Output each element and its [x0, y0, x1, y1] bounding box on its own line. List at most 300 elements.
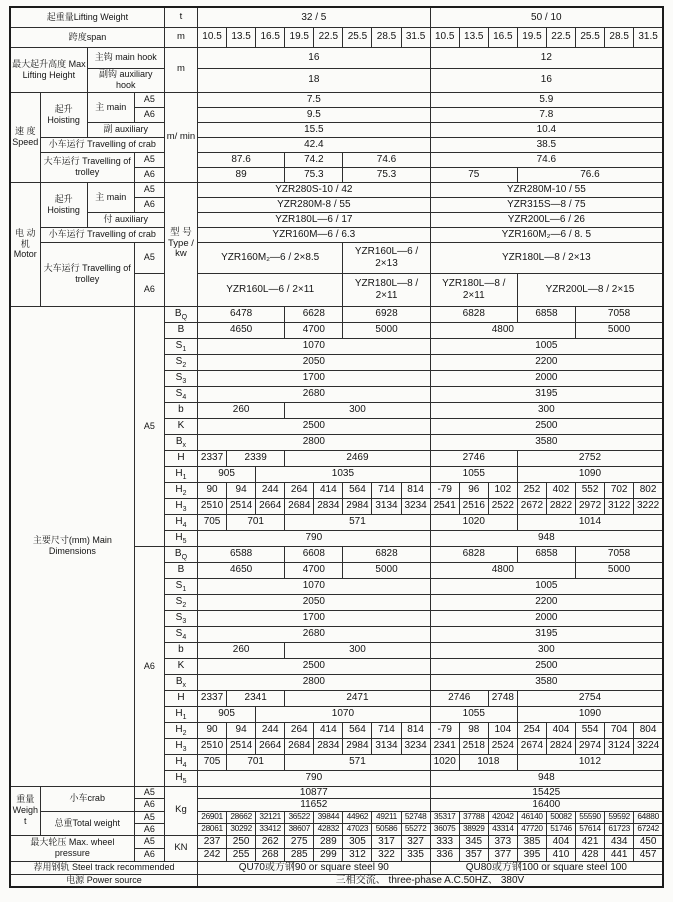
- table-cell: 434: [605, 835, 634, 848]
- unit-label: Kg: [164, 786, 197, 835]
- row-label: 起重量Lifting Weight: [10, 7, 164, 27]
- table-cell: 2200: [430, 594, 663, 610]
- table-cell: 2800: [198, 674, 431, 690]
- table-cell: 1070: [198, 338, 431, 354]
- table-cell: 13.5: [459, 27, 488, 47]
- table-cell: 2752: [517, 450, 663, 466]
- table-cell: YZR180L—8 / 2×11: [343, 273, 430, 306]
- table-cell: 38.5: [430, 137, 663, 152]
- row-label: 副钩 auxiliary hook: [87, 68, 164, 92]
- param-label: $H_3$: [164, 498, 197, 514]
- table-cell: 1005: [430, 338, 663, 354]
- table-cell: 2664: [256, 738, 285, 754]
- table-cell: YZR315S—8 / 75: [430, 197, 663, 212]
- table-cell: 31.5: [634, 27, 663, 47]
- table-cell: 554: [576, 722, 605, 738]
- table-cell: 22.5: [546, 27, 575, 47]
- table-cell: 46140: [517, 811, 546, 823]
- table-cell: 10.4: [430, 122, 663, 137]
- row-label: 起升 Hoisting: [40, 92, 87, 137]
- table-cell: 421: [576, 835, 605, 848]
- table-cell: 450: [634, 835, 663, 848]
- table-cell: 26901: [198, 811, 227, 823]
- table-cell: 1700: [198, 610, 431, 626]
- row-label: A6: [134, 799, 164, 812]
- crane-spec-table: [9, 6, 664, 888]
- table-row: [10, 861, 663, 874]
- table-cell: YZR160M—6 / 6.3: [198, 227, 431, 242]
- table-cell: YZR160L—6 / 2×11: [198, 273, 343, 306]
- table-cell: 25.5: [343, 27, 372, 47]
- table-cell: 2746: [430, 690, 488, 706]
- param-label: $B_Q$: [164, 546, 197, 562]
- table-cell: 36075: [430, 823, 459, 835]
- table-cell: 260: [198, 642, 285, 658]
- table-cell: 3580: [430, 674, 663, 690]
- table-cell: 1070: [256, 706, 431, 722]
- table-cell: 300: [285, 402, 430, 418]
- table-cell: 5.9: [430, 92, 663, 107]
- table-cell: 312: [343, 848, 372, 861]
- table-cell: 3234: [401, 738, 430, 754]
- table-cell: 255: [227, 848, 256, 861]
- table-cell: 327: [401, 835, 430, 848]
- table-cell: QU70或方钢90 or square steel 90: [198, 861, 431, 874]
- table-cell: 74.6: [430, 152, 663, 167]
- table-cell: 1005: [430, 578, 663, 594]
- table-cell: 47023: [343, 823, 372, 835]
- table-cell: 90: [198, 722, 227, 738]
- table-cell: 28.5: [372, 27, 401, 47]
- row-label: A6: [134, 197, 164, 212]
- table-cell: 3222: [634, 498, 663, 514]
- table-cell: 3195: [430, 626, 663, 642]
- row-label: A5: [134, 182, 164, 197]
- row-label: 重量 Weight: [10, 786, 40, 835]
- table-row: [10, 811, 663, 823]
- unit-label: t: [164, 7, 197, 27]
- table-cell: 905: [198, 706, 256, 722]
- table-cell: 6828: [430, 306, 517, 322]
- table-cell: 300: [430, 402, 663, 418]
- table-cell: 2684: [285, 738, 314, 754]
- table-cell: 9.5: [198, 107, 431, 122]
- row-label: 跨度span: [10, 27, 164, 47]
- table-cell: 1090: [517, 466, 663, 482]
- table-cell: 268: [256, 848, 285, 861]
- unit-label: 型 号 Type / kw: [164, 182, 197, 306]
- table-cell: 6628: [285, 306, 343, 322]
- table-cell: YZR160L—6 / 2×13: [343, 242, 430, 273]
- table-row: [10, 306, 663, 322]
- row-label: 大车运行 Travelling of trolley: [40, 152, 134, 182]
- row-label: A5: [134, 306, 164, 546]
- table-cell: 16.5: [488, 27, 517, 47]
- table-cell: 15.5: [198, 122, 431, 137]
- table-cell: 5000: [576, 562, 663, 578]
- table-cell: 250: [227, 835, 256, 848]
- table-cell: 2974: [576, 738, 605, 754]
- row-label: A6: [134, 848, 164, 861]
- param-label: $H_5$: [164, 530, 197, 546]
- table-cell: 49211: [372, 811, 401, 823]
- table-cell: 244: [256, 722, 285, 738]
- row-label: 大车运行 Travelling of trolley: [40, 242, 134, 306]
- table-cell: 2984: [343, 738, 372, 754]
- param-label: K: [164, 658, 197, 674]
- table-cell: 89: [198, 167, 285, 182]
- table-cell: 13.5: [227, 27, 256, 47]
- table-cell: 571: [285, 754, 430, 770]
- table-cell: 51746: [546, 823, 575, 835]
- table-cell: 10877: [198, 786, 431, 799]
- table-cell: 2510: [198, 738, 227, 754]
- table-cell: 2748: [488, 690, 517, 706]
- param-label: $H_1$: [164, 466, 197, 482]
- table-cell: 42832: [314, 823, 343, 835]
- table-cell: 30292: [227, 823, 256, 835]
- table-cell: 4700: [285, 562, 343, 578]
- table-cell: 6828: [430, 546, 517, 562]
- table-cell: 3124: [605, 738, 634, 754]
- row-label: A6: [134, 273, 164, 306]
- table-cell: 18: [198, 68, 431, 92]
- table-cell: 3134: [372, 498, 401, 514]
- table-cell: 16400: [430, 799, 663, 812]
- table-cell: 2514: [227, 738, 256, 754]
- table-cell: 335: [401, 848, 430, 861]
- table-cell: 11652: [198, 799, 431, 812]
- table-cell: 1055: [430, 706, 517, 722]
- table-cell: 289: [314, 835, 343, 848]
- table-cell: 3195: [430, 386, 663, 402]
- table-cell: 357: [459, 848, 488, 861]
- unit-label: m: [164, 27, 197, 47]
- row-label: 最大轮压 Max. wheel pressure: [10, 835, 134, 861]
- table-row: [10, 137, 663, 152]
- table-cell: -79: [430, 482, 459, 498]
- row-label: A6: [134, 167, 164, 182]
- table-cell: 42.4: [198, 137, 431, 152]
- table-cell: 790: [198, 530, 431, 546]
- table-cell: 2984: [343, 498, 372, 514]
- table-cell: 6928: [343, 306, 430, 322]
- row-label: 速 度 Speed: [10, 92, 40, 182]
- table-cell: 67242: [634, 823, 663, 835]
- table-cell: 2500: [198, 418, 431, 434]
- table-cell: 50 / 10: [430, 7, 663, 27]
- table-cell: 3224: [634, 738, 663, 754]
- row-label: 主 main: [87, 182, 134, 212]
- table-cell: 7058: [576, 546, 663, 562]
- table-cell: 2050: [198, 594, 431, 610]
- table-cell: YZR180L—8 / 2×13: [430, 242, 663, 273]
- table-row: [10, 68, 663, 92]
- table-cell: 55590: [576, 811, 605, 823]
- row-label: A5: [134, 835, 164, 848]
- table-cell: 2522: [488, 498, 517, 514]
- table-cell: 7058: [576, 306, 663, 322]
- row-label: 起升 Hoisting: [40, 182, 87, 227]
- table-cell: 4650: [198, 562, 285, 578]
- table-cell: 104: [488, 722, 517, 738]
- table-cell: 6858: [517, 306, 575, 322]
- table-cell: 701: [227, 754, 285, 770]
- table-cell: 35317: [430, 811, 459, 823]
- table-cell: 2341: [430, 738, 459, 754]
- table-cell: 44962: [343, 811, 372, 823]
- table-cell: 94: [227, 482, 256, 498]
- row-label: A6: [134, 107, 164, 122]
- table-cell: 2500: [430, 658, 663, 674]
- table-cell: 322: [372, 848, 401, 861]
- table-cell: 404: [546, 835, 575, 848]
- table-cell: 96: [459, 482, 488, 498]
- param-label: $S_2$: [164, 354, 197, 370]
- table-cell: 52748: [401, 811, 430, 823]
- table-row: [10, 7, 663, 27]
- table-cell: 76.6: [517, 167, 663, 182]
- table-cell: 16: [198, 47, 431, 68]
- param-label: $S_3$: [164, 610, 197, 626]
- table-cell: 252: [517, 482, 546, 498]
- table-cell: 4700: [285, 322, 343, 338]
- table-cell: 564: [343, 722, 372, 738]
- table-cell: 814: [401, 722, 430, 738]
- table-cell: 47720: [517, 823, 546, 835]
- table-cell: 373: [488, 835, 517, 848]
- table-cell: 22.5: [314, 27, 343, 47]
- table-cell: 39844: [314, 811, 343, 823]
- table-cell: 1035: [256, 466, 431, 482]
- table-row: [10, 122, 663, 137]
- table-cell: 802: [634, 482, 663, 498]
- table-cell: 61723: [605, 823, 634, 835]
- table-cell: 38929: [459, 823, 488, 835]
- table-cell: 38607: [285, 823, 314, 835]
- table-cell: 2834: [314, 738, 343, 754]
- table-cell: 28662: [227, 811, 256, 823]
- row-label: 小车crab: [40, 786, 134, 811]
- table-cell: 414: [314, 482, 343, 498]
- param-label: $H_2$: [164, 482, 197, 498]
- table-cell: 237: [198, 835, 227, 848]
- table-cell: 410: [546, 848, 575, 861]
- table-cell: YZR200L—8 / 2×15: [517, 273, 663, 306]
- param-label: $H_4$: [164, 754, 197, 770]
- table-cell: 7.5: [198, 92, 431, 107]
- row-label: A5: [134, 152, 164, 167]
- table-cell: 2972: [576, 498, 605, 514]
- table-cell: 2834: [314, 498, 343, 514]
- table-cell: 242: [198, 848, 227, 861]
- table-row: [10, 47, 663, 68]
- table-row: [10, 786, 663, 799]
- table-cell: 402: [546, 482, 575, 498]
- table-cell: 1020: [430, 754, 459, 770]
- table-cell: 428: [576, 848, 605, 861]
- param-label: b: [164, 402, 197, 418]
- table-cell: 377: [488, 848, 517, 861]
- table-cell: -79: [430, 722, 459, 738]
- table-cell: 43314: [488, 823, 517, 835]
- table-row: [10, 182, 663, 197]
- table-cell: 2500: [430, 418, 663, 434]
- table-cell: 2200: [430, 354, 663, 370]
- table-cell: 87.6: [198, 152, 285, 167]
- row-label: 付 auxiliary: [87, 212, 164, 227]
- table-cell: 275: [285, 835, 314, 848]
- table-cell: YZR160M₂—6 / 2×8.5: [198, 242, 343, 273]
- table-cell: 28061: [198, 823, 227, 835]
- table-cell: 317: [372, 835, 401, 848]
- table-cell: 6478: [198, 306, 285, 322]
- param-label: $B_x$: [164, 674, 197, 690]
- table-cell: 814: [401, 482, 430, 498]
- param-label: $S_2$: [164, 594, 197, 610]
- table-cell: 28.5: [605, 27, 634, 47]
- table-row: [10, 212, 663, 227]
- table-cell: 19.5: [517, 27, 546, 47]
- table-cell: 385: [517, 835, 546, 848]
- table-cell: 2541: [430, 498, 459, 514]
- table-cell: 94: [227, 722, 256, 738]
- table-cell: 6588: [198, 546, 285, 562]
- table-cell: 705: [198, 754, 227, 770]
- table-cell: 75.3: [285, 167, 343, 182]
- table-cell: 59592: [605, 811, 634, 823]
- table-cell: 254: [517, 722, 546, 738]
- row-label: 主要尺寸(mm) Main Dimensions: [10, 306, 134, 786]
- table-cell: 552: [576, 482, 605, 498]
- param-label: B: [164, 562, 197, 578]
- row-label: A6: [134, 823, 164, 835]
- row-label: A5: [134, 242, 164, 273]
- table-cell: 441: [605, 848, 634, 861]
- unit-label: KN: [164, 835, 197, 861]
- table-cell: 2746: [430, 450, 517, 466]
- table-cell: 1090: [517, 706, 663, 722]
- row-label: 主钩 main hook: [87, 47, 164, 68]
- param-label: H: [164, 690, 197, 706]
- table-cell: 50586: [372, 823, 401, 835]
- table-cell: 2471: [285, 690, 430, 706]
- table-cell: 564: [343, 482, 372, 498]
- table-cell: 6858: [517, 546, 575, 562]
- table-cell: 2050: [198, 354, 431, 370]
- table-cell: YZR160M₂—6 / 8. 5: [430, 227, 663, 242]
- table-cell: 10.5: [430, 27, 459, 47]
- table-cell: 3234: [401, 498, 430, 514]
- table-cell: 64880: [634, 811, 663, 823]
- table-cell: 2469: [285, 450, 430, 466]
- table-cell: 285: [285, 848, 314, 861]
- table-row: [10, 835, 663, 848]
- table-row: [10, 152, 663, 167]
- table-cell: 264: [285, 482, 314, 498]
- row-label: A5: [134, 811, 164, 823]
- table-cell: YZR180L—6 / 17: [198, 212, 431, 227]
- table-cell: 4650: [198, 322, 285, 338]
- table-row: [10, 92, 663, 107]
- param-label: $S_4$: [164, 626, 197, 642]
- table-cell: 395: [517, 848, 546, 861]
- table-cell: 5000: [343, 562, 430, 578]
- table-cell: 75.3: [343, 167, 430, 182]
- param-label: $S_4$: [164, 386, 197, 402]
- table-cell: 2664: [256, 498, 285, 514]
- table-cell: 31.5: [401, 27, 430, 47]
- table-cell: 3134: [372, 738, 401, 754]
- table-cell: YZR280M-10 / 55: [430, 182, 663, 197]
- table-cell: 1012: [517, 754, 663, 770]
- table-cell: 55272: [401, 823, 430, 835]
- table-cell: 457: [634, 848, 663, 861]
- table-cell: 2674: [517, 738, 546, 754]
- param-label: H: [164, 450, 197, 466]
- table-cell: 1700: [198, 370, 431, 386]
- table-cell: 4800: [430, 562, 575, 578]
- row-label: 电源 Power source: [10, 874, 198, 887]
- table-cell: 2672: [517, 498, 546, 514]
- row-label: 最大起升高度 Max Lifting Height: [10, 47, 87, 92]
- table-cell: 948: [430, 530, 663, 546]
- table-cell: 2684: [285, 498, 314, 514]
- param-label: b: [164, 642, 197, 658]
- table-row: [10, 27, 663, 47]
- table-cell: 50082: [546, 811, 575, 823]
- table-cell: 2680: [198, 386, 431, 402]
- row-label: 主 main: [87, 92, 134, 122]
- table-cell: 948: [430, 770, 663, 786]
- row-label: 小车运行 Travelling of crab: [40, 227, 164, 242]
- table-cell: 262: [256, 835, 285, 848]
- row-label: 小车运行 Travelling of crab: [40, 137, 164, 152]
- table-cell: 714: [372, 722, 401, 738]
- table-cell: 305: [343, 835, 372, 848]
- table-cell: 32 / 5: [198, 7, 431, 27]
- table-cell: 37788: [459, 811, 488, 823]
- row-label: 电 动 机 Motor: [10, 182, 40, 306]
- table-cell: 12: [430, 47, 663, 68]
- table-cell: 2800: [198, 434, 431, 450]
- table-cell: 32121: [256, 811, 285, 823]
- row-label: 总重Total weight: [40, 811, 134, 835]
- table-cell: 2822: [546, 498, 575, 514]
- table-cell: 2000: [430, 610, 663, 626]
- table-cell: 714: [372, 482, 401, 498]
- table-cell: 33412: [256, 823, 285, 835]
- table-cell: 1020: [430, 514, 517, 530]
- table-cell: 1014: [517, 514, 663, 530]
- table-row: [10, 227, 663, 242]
- table-cell: YZR200L—6 / 26: [430, 212, 663, 227]
- table-cell: 三相交流、 three-phase A.C.50HZ、 380V: [198, 874, 664, 887]
- table-cell: 2510: [198, 498, 227, 514]
- table-cell: 4800: [430, 322, 575, 338]
- param-label: $S_1$: [164, 338, 197, 354]
- table-cell: 3122: [605, 498, 634, 514]
- param-label: $H_3$: [164, 738, 197, 754]
- table-cell: 10.5: [198, 27, 227, 47]
- table-cell: 2680: [198, 626, 431, 642]
- table-cell: 16: [430, 68, 663, 92]
- table-cell: 15425: [430, 786, 663, 799]
- table-cell: 336: [430, 848, 459, 861]
- param-label: $B_Q$: [164, 306, 197, 322]
- table-cell: 2337: [198, 690, 227, 706]
- table-row: [10, 874, 663, 887]
